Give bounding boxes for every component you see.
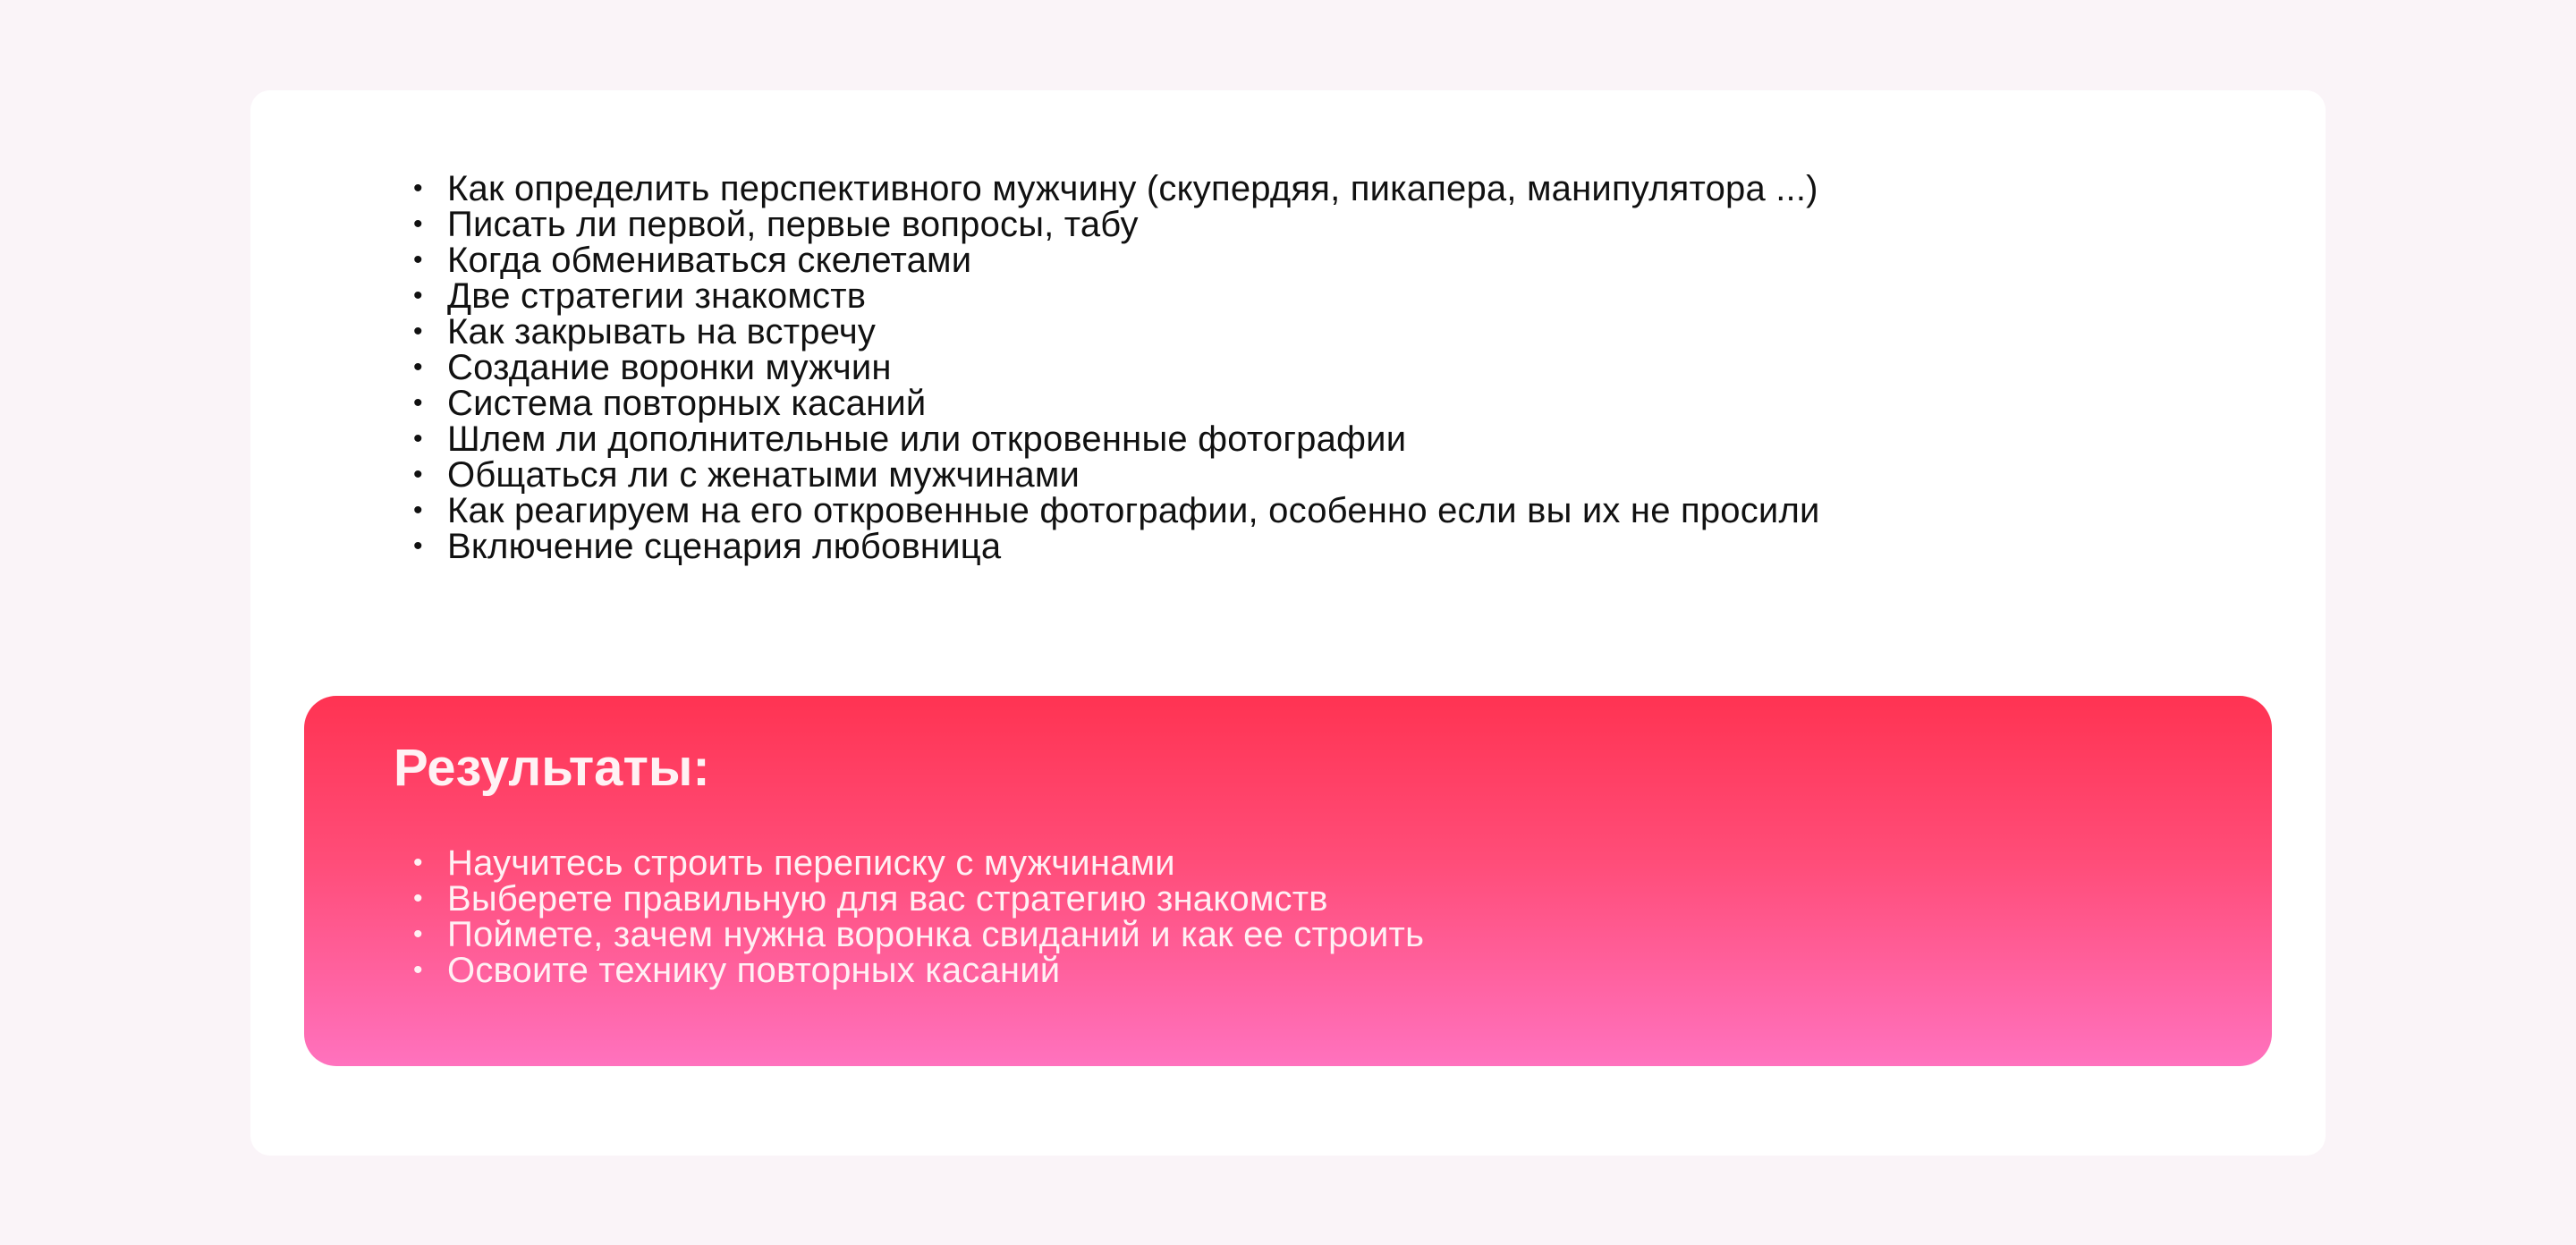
topic-item (411, 385, 1820, 421)
topic-text: Как закрывать на встречу (447, 312, 877, 351)
topic-text: Общаться ли с женатыми мужчинами (447, 455, 1080, 495)
bullet-icon: • (413, 848, 423, 877)
topic-text: Как определить перспективного мужчину (скупердяя, пикапера, манипулятора ...) (447, 169, 1818, 208)
bullet-icon: • (413, 495, 423, 525)
result-item (411, 881, 1424, 917)
result-text: Научитесь строить переписку с мужчинами (447, 843, 1175, 883)
topics-list (411, 171, 1820, 564)
bullet-icon: • (413, 919, 423, 949)
topic-text: Шлем ли дополнительные или откровенные фотографии (447, 419, 1407, 459)
topic-text: Писать ли первой, первые вопросы, табу (447, 205, 1139, 244)
topic-item (411, 529, 1820, 564)
topic-item (411, 493, 1820, 529)
results-title: Результаты: (394, 739, 710, 797)
bullet-icon: • (413, 388, 423, 418)
bullet-icon: • (413, 531, 423, 561)
topic-text: Две стратегии знакомств (447, 276, 867, 316)
results-list (411, 845, 1424, 988)
topic-text: Как реагируем на его откровенные фотографии, особенно если вы их не просили (447, 491, 1820, 530)
result-item (411, 917, 1424, 953)
topic-item (411, 278, 1820, 314)
bullet-icon: • (413, 884, 423, 913)
bullet-icon: • (413, 460, 423, 489)
bullet-icon: • (413, 317, 423, 346)
bullet-icon: • (413, 281, 423, 310)
bullet-icon: • (413, 209, 423, 239)
topic-item (411, 207, 1820, 242)
bullet-icon: • (413, 352, 423, 382)
result-text: Выберете правильную для вас стратегию знакомств (447, 879, 1328, 919)
topic-text: Когда обмениваться скелетами (447, 241, 972, 280)
topic-text: Создание воронки мужчин (447, 348, 892, 387)
result-item (411, 953, 1424, 988)
topic-item (411, 457, 1820, 493)
topic-item (411, 421, 1820, 457)
topic-item (411, 314, 1820, 350)
result-text: Освоите технику повторных касаний (447, 951, 1061, 990)
result-text: Поймете, зачем нужна воронка свиданий и как ее строить (447, 915, 1425, 954)
topic-item (411, 242, 1820, 278)
bullet-icon: • (413, 174, 423, 203)
topic-item (411, 350, 1820, 385)
results-panel (304, 696, 2272, 1066)
topic-item (411, 171, 1820, 207)
bullet-icon: • (413, 955, 423, 985)
topic-text: Система повторных касаний (447, 384, 927, 423)
topic-text: Включение сценария любовница (447, 527, 1002, 566)
bullet-icon: • (413, 245, 423, 275)
bullet-icon: • (413, 424, 423, 453)
content-card (250, 90, 2326, 1156)
result-item (411, 845, 1424, 881)
